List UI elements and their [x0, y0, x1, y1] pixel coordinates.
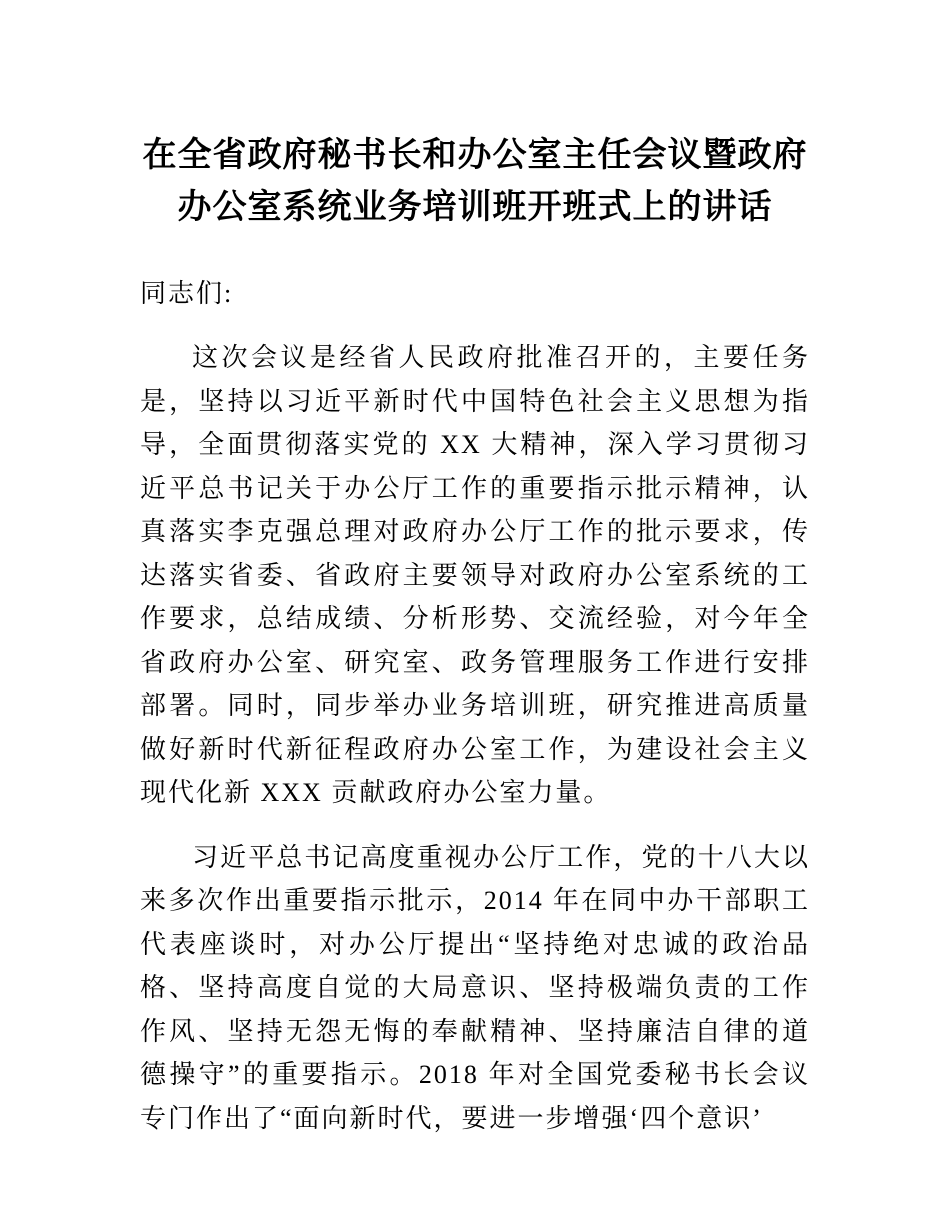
document-title: 在全省政府秘书长和办公室主任会议暨政府办公室系统业务培训班开班式上的讲话	[142, 137, 808, 226]
salutation-line: 同志们:	[140, 279, 234, 308]
paragraph-2: 习近平总书记高度重视办公厅工作，党的十八大以来多次作出重要指示批示，2014 年在同中办干部职工代表座谈时，对办公厅提出“坚持绝对忠诚的政治品格、坚持高度自觉的大局意识、坚持极端负责的工作作风、坚持无怨无悔的奉献精神、坚持廉洁自律的道德操守”的重要指示。2018 年对全国党委秘书长会议专门作出了“面向新时代，要进一步增强‘四个意识’	[140, 842, 810, 1133]
paragraph-1: 这次会议是经省人民政府批准召开的，主要任务是，坚持以习近平新时代中国特色社会主义思想为指导，全面贯彻落实党的 XX 大精神，深入学习贯彻习近平总书记关于办公厅工作的重要指示批示精神，认真落实李克强总理对政府办公厅工作的批示要求，传达落实省委、省政府主要领导对政府办公室系统的工作要求，总结成绩、分析形势、交流经验，对今年全省政府办公室、研究室、政务管理服务工作进行安排部署。同时，同步举办业务培训班，研究推进高质量做好新时代新征程政府办公室工作，为建设社会主义现代化新 XXX 贡献政府办公室力量。	[140, 343, 810, 807]
